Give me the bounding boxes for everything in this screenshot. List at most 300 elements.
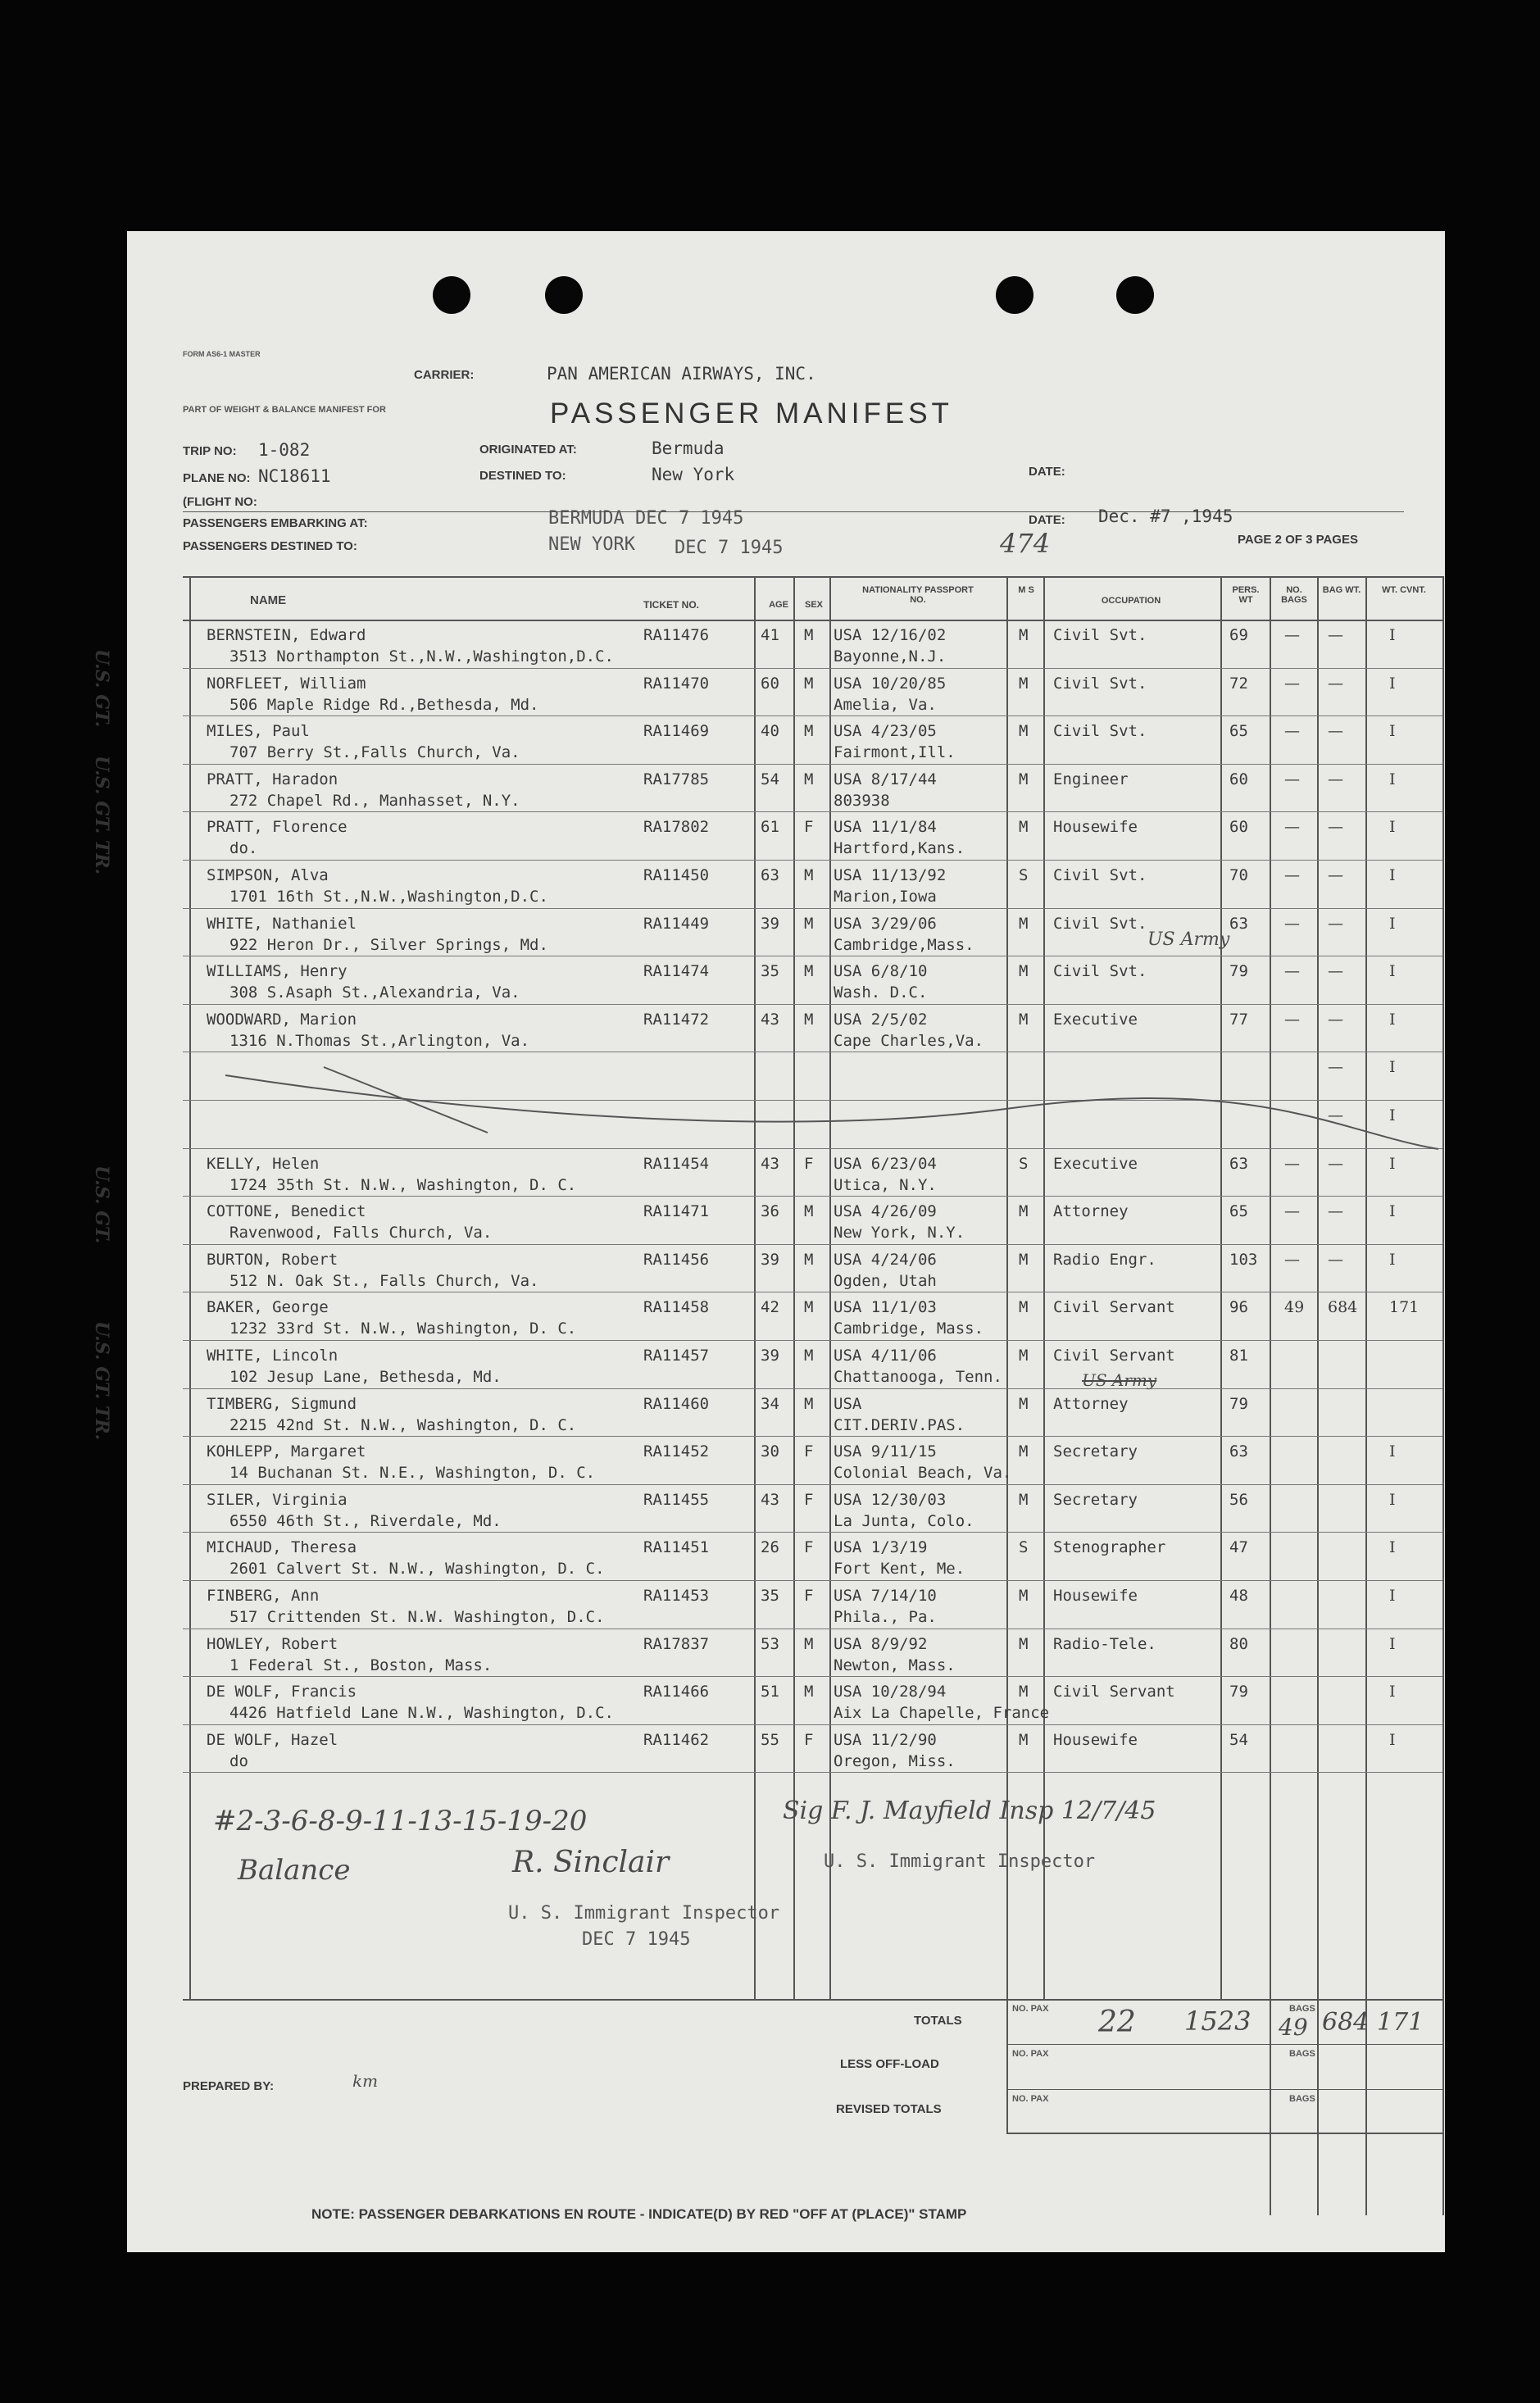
bag-weight: — bbox=[1328, 1106, 1343, 1124]
occupation: Civil Svt. bbox=[1053, 674, 1147, 693]
side-annotation: U.S. GT. TR. bbox=[91, 756, 112, 875]
weight-cvnt: I bbox=[1389, 1490, 1396, 1509]
personal-weight: 60 bbox=[1229, 818, 1248, 837]
personal-weight: 72 bbox=[1229, 674, 1248, 693]
birthplace: Phila., Pa. bbox=[834, 1608, 937, 1626]
ticket-number: RA17802 bbox=[643, 818, 710, 837]
date-stamp: DEC 7 1945 bbox=[582, 1929, 691, 1950]
ticket-number: RA11472 bbox=[643, 1010, 710, 1029]
occupation: Radio Engr. bbox=[1053, 1250, 1156, 1269]
passenger-name: COTTONE, Benedict bbox=[207, 1202, 366, 1221]
col-sex: SEX bbox=[804, 600, 823, 610]
carrier-label: CARRIER: bbox=[414, 368, 475, 382]
bag-count: — bbox=[1284, 962, 1300, 981]
row-numbers: #2-3-6-8-9-11-13-15-19-20 bbox=[213, 1805, 588, 1837]
weight-cvnt: I bbox=[1389, 722, 1396, 741]
passenger-address: do bbox=[229, 1751, 248, 1770]
bag-weight: — bbox=[1328, 722, 1343, 741]
passenger-sex: M bbox=[804, 1298, 814, 1317]
weight-cvnt: 171 bbox=[1389, 1298, 1420, 1317]
passenger-address: 102 Jesup Lane, Bethesda, Md. bbox=[229, 1368, 502, 1386]
passenger-age: 41 bbox=[761, 626, 779, 644]
punch-hole bbox=[433, 276, 470, 314]
nationality: USA 3/29/06 bbox=[834, 914, 937, 933]
col-ms: M S bbox=[1018, 585, 1034, 595]
bag-weight: 684 bbox=[1328, 1298, 1358, 1317]
bag-count: — bbox=[1284, 866, 1300, 884]
passenger-sex: M bbox=[804, 674, 814, 693]
personal-weight: 79 bbox=[1229, 1394, 1248, 1413]
bag-count: — bbox=[1284, 722, 1300, 741]
passenger-age: 54 bbox=[761, 770, 779, 788]
passenger-name: WILLIAMS, Henry bbox=[207, 962, 348, 981]
nationality: USA 12/16/02 bbox=[834, 626, 947, 644]
destined-to-value: NEW YORK bbox=[548, 534, 635, 555]
occupation: Executive bbox=[1053, 1010, 1138, 1029]
passenger-sex: M bbox=[804, 722, 814, 741]
marital-status: M bbox=[1019, 818, 1029, 837]
birthplace: Hartford,Kans. bbox=[834, 839, 965, 858]
personal-weight: 65 bbox=[1229, 1202, 1248, 1221]
bag-weight: — bbox=[1328, 1058, 1343, 1077]
ticket-number: RA11458 bbox=[643, 1298, 710, 1317]
passenger-address: 512 N. Oak St., Falls Church, Va. bbox=[229, 1271, 539, 1290]
passenger-age: 35 bbox=[761, 1587, 779, 1605]
bag-count: — bbox=[1284, 1250, 1300, 1269]
occupation: Civil Svt. bbox=[1053, 722, 1147, 741]
nationality: USA 6/23/04 bbox=[834, 1154, 937, 1173]
passenger-name: BAKER, George bbox=[207, 1298, 329, 1317]
passenger-age: 43 bbox=[761, 1490, 779, 1509]
destined-to-label: PASSENGERS DESTINED TO: bbox=[183, 539, 357, 553]
signature-2: R. Sinclair bbox=[512, 1846, 670, 1879]
prepared-by-label: PREPARED BY: bbox=[183, 2079, 275, 2093]
bag-weight: — bbox=[1328, 1154, 1343, 1173]
occupation: Civil Svt. bbox=[1053, 962, 1147, 981]
weight-cvnt: I bbox=[1389, 626, 1396, 644]
revised-totals-label: REVISED TOTALS bbox=[836, 2102, 942, 2116]
ticket-number: RA11470 bbox=[643, 674, 710, 693]
birthplace: Fort Kent, Me. bbox=[834, 1560, 965, 1579]
embarking-value: BERMUDA DEC 7 1945 bbox=[548, 508, 744, 529]
personal-weight: 47 bbox=[1229, 1538, 1248, 1557]
marital-status: M bbox=[1019, 674, 1029, 693]
weight-cvnt: I bbox=[1389, 818, 1396, 837]
passenger-sex: M bbox=[804, 1683, 814, 1701]
side-annotation: U.S. GT. TR. bbox=[91, 1321, 112, 1441]
bags-label: BAGS bbox=[1289, 2004, 1315, 2014]
bag-weight: — bbox=[1328, 962, 1343, 981]
occupation: Engineer bbox=[1053, 770, 1129, 788]
passenger-sex: M bbox=[804, 1347, 814, 1365]
occupation: Secretary bbox=[1053, 1490, 1138, 1509]
passenger-address: 2215 42nd St. N.W., Washington, D. C. bbox=[229, 1415, 577, 1434]
side-annotation: U.S. GT. bbox=[91, 649, 112, 728]
page-count: PAGE 2 OF 3 PAGES bbox=[1238, 533, 1358, 547]
embarking-label: PASSENGERS EMBARKING AT: bbox=[183, 516, 368, 530]
handwritten-number: 474 bbox=[1000, 528, 1051, 559]
passenger-sex: M bbox=[804, 914, 814, 933]
passenger-name: PRATT, Florence bbox=[207, 818, 348, 837]
originated-value: Bermuda bbox=[652, 438, 725, 458]
signature-1: Sig F. J. Mayfield Insp 12/7/45 bbox=[783, 1797, 1156, 1825]
side-annotation: U.S. GT. bbox=[91, 1165, 112, 1244]
table-row bbox=[127, 1630, 1445, 1678]
table-row bbox=[127, 1197, 1445, 1245]
passenger-address: 6550 46th St., Riverdale, Md. bbox=[229, 1511, 502, 1530]
passenger-name: WOODWARD, Marion bbox=[207, 1010, 357, 1029]
passenger-address: 517 Crittenden St. N.W. Washington, D.C. bbox=[229, 1608, 605, 1626]
passenger-name: SIMPSON, Alva bbox=[207, 866, 329, 884]
nationality: USA 11/1/03 bbox=[834, 1298, 937, 1317]
passenger-age: 53 bbox=[761, 1634, 779, 1653]
personal-weight: 70 bbox=[1229, 866, 1248, 884]
bags-label: BAGS bbox=[1289, 2049, 1315, 2059]
bag-weight: — bbox=[1328, 674, 1343, 693]
passenger-name: WHITE, Nathaniel bbox=[207, 914, 357, 933]
bag-weight: — bbox=[1328, 914, 1343, 933]
passenger-sex: M bbox=[804, 770, 814, 788]
passenger-age: 26 bbox=[761, 1538, 779, 1557]
destined-value: New York bbox=[652, 465, 735, 484]
marital-status: M bbox=[1019, 1683, 1029, 1701]
plane-value: NC18611 bbox=[258, 466, 331, 486]
marital-status: M bbox=[1019, 770, 1029, 788]
flight-label: (FLIGHT NO: bbox=[183, 495, 257, 509]
passenger-address: 14 Buchanan St. N.E., Washington, D. C. bbox=[229, 1464, 596, 1483]
marital-status: M bbox=[1019, 962, 1029, 981]
punch-hole bbox=[1116, 276, 1154, 314]
destined-label: DESTINED TO: bbox=[479, 469, 566, 483]
no-pax-label: NO. PAX bbox=[1012, 2004, 1049, 2014]
carrier-value: PAN AMERICAN AIRWAYS, INC. bbox=[547, 364, 816, 384]
manifest-sheet bbox=[91, 231, 1445, 2252]
occupation: Civil Svt. bbox=[1053, 866, 1147, 884]
passenger-name: MILES, Paul bbox=[207, 722, 310, 741]
passenger-sex: M bbox=[804, 1010, 814, 1029]
weight-cvnt: I bbox=[1389, 1010, 1396, 1029]
bag-weight: — bbox=[1328, 1250, 1343, 1269]
marital-status: S bbox=[1019, 866, 1029, 884]
passenger-age: 55 bbox=[761, 1730, 779, 1749]
occupation: Civil Svt. bbox=[1053, 626, 1147, 644]
marital-status: M bbox=[1019, 1587, 1029, 1605]
personal-weight: 54 bbox=[1229, 1730, 1248, 1749]
passenger-age: 40 bbox=[761, 722, 779, 741]
personal-weight: 96 bbox=[1229, 1298, 1248, 1317]
birthplace: Fairmont,Ill. bbox=[834, 743, 956, 762]
table-row bbox=[127, 1342, 1445, 1389]
passenger-name: BURTON, Robert bbox=[207, 1250, 338, 1269]
nationality: USA 12/30/03 bbox=[834, 1490, 947, 1509]
weight-cvnt: I bbox=[1389, 1683, 1396, 1701]
marital-status: M bbox=[1019, 1490, 1029, 1509]
passenger-age: 34 bbox=[761, 1394, 779, 1413]
passenger-sex: F bbox=[804, 818, 814, 837]
passenger-name: MICHAUD, Theresa bbox=[207, 1538, 357, 1557]
table-row bbox=[127, 765, 1445, 813]
pax-total: 22 bbox=[1098, 2006, 1136, 2039]
birthplace: Oregon, Miss. bbox=[834, 1751, 956, 1770]
weight-cvnt: I bbox=[1389, 770, 1396, 788]
passenger-address: 4426 Hatfield Lane N.W., Washington, D.C. bbox=[229, 1704, 614, 1723]
nationality: USA 8/9/92 bbox=[834, 1634, 928, 1653]
cvnt-total: 171 bbox=[1377, 2008, 1424, 2037]
personal-weight: 65 bbox=[1229, 722, 1248, 741]
table-row bbox=[127, 717, 1445, 765]
bag-count: — bbox=[1284, 770, 1300, 788]
personal-weight: 60 bbox=[1229, 770, 1248, 788]
occupation: Housewife bbox=[1053, 1587, 1138, 1605]
birthplace: Cambridge, Mass. bbox=[834, 1320, 984, 1338]
personal-weight: 56 bbox=[1229, 1490, 1248, 1509]
marital-status: M bbox=[1019, 1250, 1029, 1269]
passenger-name: NORFLEET, William bbox=[207, 674, 366, 693]
weight-cvnt: I bbox=[1389, 866, 1396, 884]
passenger-sex: F bbox=[804, 1490, 814, 1509]
ticket-number: RA11449 bbox=[643, 914, 710, 933]
passenger-sex: M bbox=[804, 1634, 814, 1653]
table-row bbox=[127, 861, 1445, 909]
weight-cvnt: I bbox=[1389, 1730, 1396, 1749]
date-label: DATE: bbox=[1029, 465, 1065, 479]
bag-count: — bbox=[1284, 1154, 1300, 1173]
occupation: Executive bbox=[1053, 1154, 1138, 1173]
personal-weight: 103 bbox=[1229, 1250, 1258, 1269]
occupation: Attorney bbox=[1053, 1202, 1129, 1221]
passenger-age: 60 bbox=[761, 674, 779, 693]
nationality: USA 11/13/92 bbox=[834, 866, 947, 884]
nationality: USA 4/26/09 bbox=[834, 1202, 937, 1221]
occupation: Secretary bbox=[1053, 1442, 1138, 1461]
nationality: USA 4/23/05 bbox=[834, 722, 937, 741]
occupation: Housewife bbox=[1053, 818, 1138, 837]
col-bag-wt: BAG WT. bbox=[1322, 585, 1361, 595]
weight-cvnt: I bbox=[1389, 1058, 1396, 1077]
personal-weight: 63 bbox=[1229, 1154, 1248, 1173]
passenger-address: Ravenwood, Falls Church, Va. bbox=[229, 1224, 493, 1242]
ticket-number: RA11476 bbox=[643, 626, 710, 644]
bag-weight: — bbox=[1328, 626, 1343, 644]
trip-label: TRIP NO: bbox=[183, 444, 237, 458]
passenger-sex: M bbox=[804, 1394, 814, 1413]
date2-value: Dec. #7 ,1945 bbox=[1098, 506, 1233, 526]
nationality: USA 4/24/06 bbox=[834, 1250, 937, 1269]
marital-status: M bbox=[1019, 626, 1029, 644]
passenger-sex: F bbox=[804, 1154, 814, 1173]
plane-label: PLANE NO: bbox=[183, 471, 251, 485]
passenger-name: TIMBERG, Sigmund bbox=[207, 1394, 357, 1413]
passenger-name: KELLY, Helen bbox=[207, 1154, 320, 1173]
bag-weight: — bbox=[1328, 1202, 1343, 1221]
us-army-note: US Army bbox=[1147, 929, 1230, 950]
passenger-name: DE WOLF, Francis bbox=[207, 1683, 357, 1701]
birthplace: 803938 bbox=[834, 791, 890, 810]
passenger-name: SILER, Virginia bbox=[207, 1490, 348, 1509]
occupation: Housewife bbox=[1053, 1730, 1138, 1749]
passenger-name: WHITE, Lincoln bbox=[207, 1347, 338, 1365]
bag-weight: — bbox=[1328, 866, 1343, 884]
occupation: Attorney bbox=[1053, 1394, 1129, 1413]
weight-cvnt: I bbox=[1389, 1634, 1396, 1653]
passenger-sex: M bbox=[804, 1202, 814, 1221]
personal-weight: 48 bbox=[1229, 1587, 1248, 1605]
passenger-sex: M bbox=[804, 1250, 814, 1269]
passenger-address: 922 Heron Dr., Silver Springs, Md. bbox=[229, 935, 548, 954]
originated-label: ORIGINATED AT: bbox=[479, 443, 577, 457]
passenger-address: 308 S.Asaph St.,Alexandria, Va. bbox=[229, 983, 520, 1002]
table-row bbox=[127, 1438, 1445, 1485]
birthplace: Colonial Beach, Va. bbox=[834, 1464, 1012, 1483]
ticket-number: RA11455 bbox=[643, 1490, 710, 1509]
ticket-number: RA11471 bbox=[643, 1202, 710, 1221]
table-row bbox=[127, 1246, 1445, 1293]
table-row bbox=[127, 1293, 1445, 1341]
birthplace: Cape Charles,Va. bbox=[834, 1031, 984, 1050]
passenger-age: 39 bbox=[761, 1347, 779, 1365]
balance-note: Balance bbox=[238, 1854, 351, 1887]
passenger-sex: M bbox=[804, 626, 814, 644]
passenger-sex: F bbox=[804, 1587, 814, 1605]
table-row bbox=[127, 621, 1445, 669]
bag-count: — bbox=[1284, 674, 1300, 693]
ticket-number: RA11462 bbox=[643, 1730, 710, 1749]
occupation: Stenographer bbox=[1053, 1538, 1166, 1557]
passenger-sex: F bbox=[804, 1730, 814, 1749]
passenger-address: do. bbox=[229, 839, 258, 858]
ticket-number: RA11474 bbox=[643, 962, 710, 981]
personal-weight: 63 bbox=[1229, 1442, 1248, 1461]
no-pax-label: NO. PAX bbox=[1012, 2049, 1049, 2059]
ticket-number: RA11460 bbox=[643, 1394, 710, 1413]
nationality: USA 7/14/10 bbox=[834, 1587, 937, 1605]
bags-label: BAGS bbox=[1289, 2094, 1315, 2104]
birthplace: Newton, Mass. bbox=[834, 1656, 956, 1674]
table-row bbox=[127, 910, 1445, 957]
table-row bbox=[127, 1006, 1445, 1053]
passenger-name: PRATT, Haradon bbox=[207, 770, 338, 788]
trip-value: 1-082 bbox=[258, 440, 311, 460]
ticket-number: RA11454 bbox=[643, 1154, 710, 1173]
ticket-number: RA11469 bbox=[643, 722, 710, 741]
passenger-age: 61 bbox=[761, 818, 779, 837]
personal-weight: 79 bbox=[1229, 962, 1248, 981]
bag-count: 49 bbox=[1284, 1298, 1305, 1317]
occupation: Radio-Tele. bbox=[1053, 1634, 1156, 1653]
table-row bbox=[127, 957, 1445, 1005]
birthplace: CIT.DERIV.PAS. bbox=[834, 1415, 965, 1434]
table-row bbox=[127, 1582, 1445, 1629]
form-number: FORM AS6-1 MASTER bbox=[183, 350, 261, 358]
bag-count: — bbox=[1284, 1202, 1300, 1221]
passenger-sex: F bbox=[804, 1442, 814, 1461]
personal-weight: 81 bbox=[1229, 1347, 1248, 1365]
marital-status: M bbox=[1019, 1634, 1029, 1653]
birthplace: Aix La Chapelle, France bbox=[834, 1704, 1050, 1723]
table-row bbox=[127, 1726, 1445, 1774]
passenger-address: 1724 35th St. N.W., Washington, D. C. bbox=[229, 1175, 577, 1194]
nationality: USA 10/20/85 bbox=[834, 674, 947, 693]
nationality: USA 2/5/02 bbox=[834, 1010, 928, 1029]
marital-status: M bbox=[1019, 1394, 1029, 1413]
weight-cvnt: I bbox=[1389, 914, 1396, 933]
inspector-stamp-2: U. S. Immigrant Inspector bbox=[508, 1903, 780, 1924]
passenger-address: 506 Maple Ridge Rd.,Bethesda, Md. bbox=[229, 695, 539, 714]
birthplace: Utica, N.Y. bbox=[834, 1175, 937, 1194]
col-pers-wt: PERS. WT bbox=[1232, 585, 1260, 605]
col-ticket: TICKET NO. bbox=[643, 599, 699, 611]
birthplace: Ogden, Utah bbox=[834, 1271, 937, 1290]
passenger-sex: M bbox=[804, 866, 814, 884]
no-pax-label: NO. PAX bbox=[1012, 2094, 1049, 2104]
nationality: USA 11/2/90 bbox=[834, 1730, 937, 1749]
birthplace: La Junta, Colo. bbox=[834, 1511, 974, 1530]
passenger-sex: M bbox=[804, 962, 814, 981]
col-no-bags: NO. BAGS bbox=[1281, 585, 1307, 605]
table-row bbox=[127, 813, 1445, 861]
passenger-address: 707 Berry St.,Falls Church, Va. bbox=[229, 743, 520, 762]
ticket-number: RA11456 bbox=[643, 1250, 710, 1269]
punch-hole bbox=[996, 276, 1033, 314]
nationality: USA 9/11/15 bbox=[834, 1442, 937, 1461]
nationality: USA 10/28/94 bbox=[834, 1683, 947, 1701]
col-wt-cvnt: WT. CVNT. bbox=[1382, 585, 1426, 595]
col-occupation: OCCUPATION bbox=[1101, 596, 1161, 606]
passenger-name: KOHLEPP, Margaret bbox=[207, 1442, 366, 1461]
ticket-number: RA11450 bbox=[643, 866, 710, 884]
table-row bbox=[127, 670, 1445, 717]
marital-status: M bbox=[1019, 1442, 1029, 1461]
page-title: PASSENGER MANIFEST bbox=[550, 397, 953, 429]
occupation: Civil Servant bbox=[1053, 1347, 1175, 1365]
bag-weight: — bbox=[1328, 818, 1343, 837]
passenger-address: 3513 Northampton St.,N.W.,Washington,D.C. bbox=[229, 647, 614, 665]
table-row bbox=[127, 1486, 1445, 1533]
weight-cvnt: I bbox=[1389, 1587, 1396, 1605]
birthplace: Chattanooga, Tenn. bbox=[834, 1368, 1002, 1386]
marital-status: M bbox=[1019, 1730, 1029, 1749]
birthplace: Marion,Iowa bbox=[834, 888, 937, 906]
weight-total: 1523 bbox=[1184, 2006, 1252, 2037]
personal-weight: 63 bbox=[1229, 914, 1248, 933]
personal-weight: 80 bbox=[1229, 1634, 1248, 1653]
passenger-age: 63 bbox=[761, 866, 779, 884]
punch-hole bbox=[545, 276, 583, 314]
weight-cvnt: I bbox=[1389, 1154, 1396, 1173]
passenger-age: 51 bbox=[761, 1683, 779, 1701]
bag-weight-total: 684 bbox=[1322, 2008, 1370, 2037]
destined-stamp: DEC 7 1945 bbox=[675, 538, 784, 558]
birthplace: Amelia, Va. bbox=[834, 695, 937, 714]
passenger-address: 272 Chapel Rd., Manhasset, N.Y. bbox=[229, 791, 520, 810]
bag-weight: — bbox=[1328, 770, 1343, 788]
nationality: USA 11/1/84 bbox=[834, 818, 937, 837]
col-age: AGE bbox=[769, 600, 788, 610]
nationality: USA bbox=[834, 1394, 862, 1413]
passenger-address: 1701 16th St.,N.W.,Washington,D.C. bbox=[229, 888, 548, 906]
ticket-number: RA11457 bbox=[643, 1347, 710, 1365]
marital-status: M bbox=[1019, 1202, 1029, 1221]
weight-cvnt: I bbox=[1389, 1106, 1396, 1124]
passenger-age: 43 bbox=[761, 1154, 779, 1173]
bag-count: — bbox=[1284, 1010, 1300, 1029]
col-name: NAME bbox=[250, 593, 287, 607]
strike-line bbox=[193, 1059, 1447, 1157]
passenger-age: 36 bbox=[761, 1202, 779, 1221]
passenger-age: 39 bbox=[761, 1250, 779, 1269]
passenger-address: 1316 N.Thomas St.,Arlington, Va. bbox=[229, 1031, 530, 1050]
passenger-name: BERNSTEIN, Edward bbox=[207, 626, 366, 644]
